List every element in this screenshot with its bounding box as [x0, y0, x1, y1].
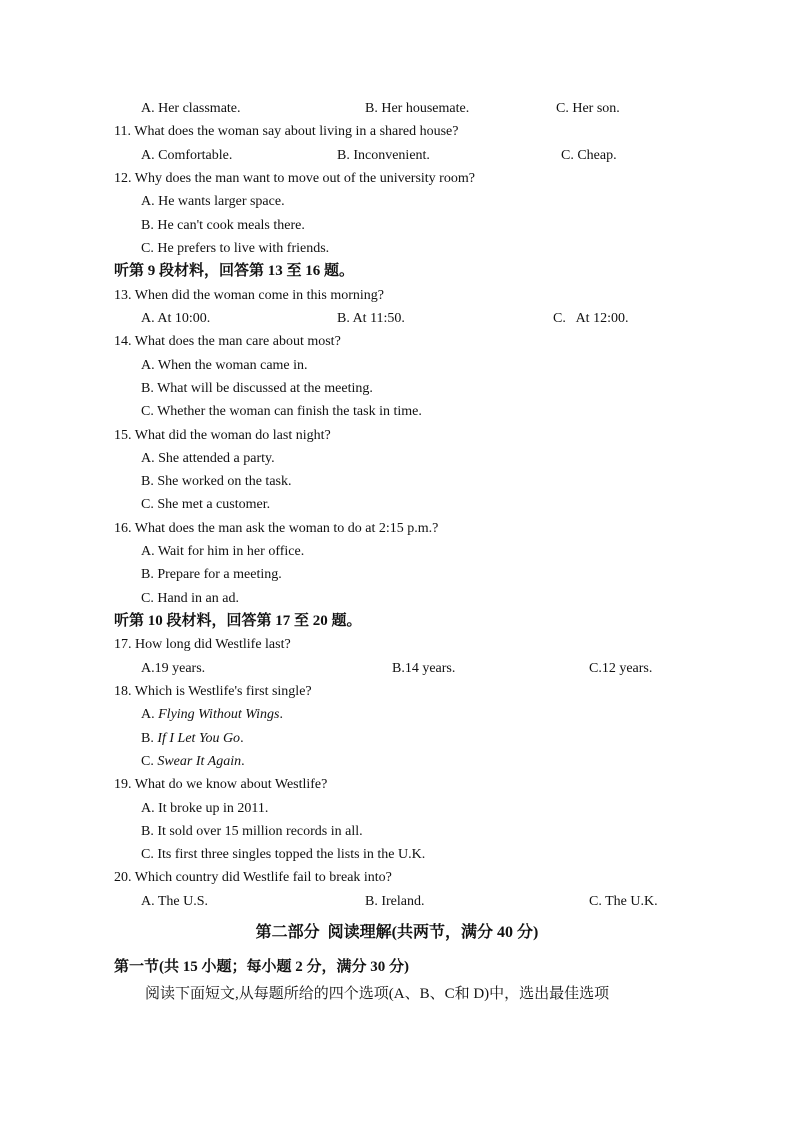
q20-stem: 20. Which country did Westlife fail to break into? — [114, 870, 392, 885]
q18-option-c-suffix: . — [241, 754, 245, 769]
q13-option-b: B. At 11:50. — [337, 311, 405, 326]
q18-option-a-suffix: . — [279, 707, 283, 722]
q16-option-c: C. Hand in an ad. — [141, 591, 239, 606]
q18-option-a — [141, 706, 283, 724]
q16-stem: 16. What does the man ask the woman to do at 2:15 p.m.? — [114, 521, 439, 536]
q18-stem: 18. Which is Westlife's first single? — [114, 684, 312, 699]
q12-stem: 12. Why does the man want to move out of the university room? — [114, 171, 475, 186]
q18-option-c-prefix: C. — [141, 754, 158, 769]
q17-option-b: B.14 years. — [392, 661, 456, 676]
q14-stem: 14. What does the man care about most? — [114, 334, 341, 349]
q11-stem: 11. What does the woman say about living in a shared house? — [114, 124, 459, 139]
q13-option-c: C. At 12:00. — [553, 311, 629, 326]
q12-option-c: C. He prefers to live with friends. — [141, 241, 330, 256]
q10-option-b: B. Her housemate. — [365, 101, 470, 116]
q20-option-b: B. Ireland. — [365, 894, 425, 909]
q18-option-a-title: Flying Without Wings — [158, 707, 280, 722]
q16-option-b: B. Prepare for a meeting. — [141, 567, 282, 582]
q14-option-a: A. When the woman came in. — [141, 358, 308, 373]
q11-option-b: B. Inconvenient. — [337, 148, 430, 163]
q17-option-c: C.12 years. — [589, 661, 653, 676]
q18-option-b-title: If I Let You Go — [157, 731, 241, 746]
q15-stem: 15. What did the woman do last night? — [114, 428, 331, 443]
q14-option-b: B. What will be discussed at the meeting. — [141, 381, 373, 396]
q19-stem: 19. What do we know about Westlife? — [114, 777, 328, 792]
part-2-title: 第二部分 阅读理解(共两节，满分 40 分) — [255, 924, 539, 941]
q15-option-a: A. She attended a party. — [141, 451, 275, 466]
q20-option-c: C. The U.K. — [589, 894, 658, 909]
q13-stem: 13. When did the woman come in this morning? — [114, 288, 384, 303]
q17-option-a: A.19 years. — [141, 661, 206, 676]
section-9-heading: 听第 9 段材料，回答第 13 至 16 题。 — [114, 263, 355, 279]
q10-option-a: A. Her classmate. — [141, 101, 241, 116]
q11-option-a: A. Comfortable. — [141, 148, 233, 163]
q15-option-c: C. She met a customer. — [141, 497, 271, 512]
q19-option-a: A. It broke up in 2011. — [141, 801, 269, 816]
q11-option-c: C. Cheap. — [561, 148, 617, 163]
q16-option-a: A. Wait for him in her office. — [141, 544, 305, 559]
reading-instructions: 阅读下面短文,从每题所给的四个选项(A、B、C和 D)中，选出最佳选项 — [145, 986, 610, 1002]
q12-option-b: B. He can't cook meals there. — [141, 218, 305, 233]
q18-option-a-prefix: A. — [141, 707, 159, 722]
q20-option-a: A. The U.S. — [141, 894, 209, 909]
q18-option-c-title: Swear It Again — [157, 754, 242, 769]
q17-stem: 17. How long did Westlife last? — [114, 637, 291, 652]
q19-option-c: C. Its first three singles topped the lists in the U.K. — [141, 847, 426, 862]
q12-option-a: A. He wants larger space. — [141, 194, 285, 209]
q18-option-b — [141, 730, 244, 748]
section-1-title: 第一节(共 15 小题；每小题 2 分，满分 30 分) — [114, 959, 409, 975]
q10-option-c: C. Her son. — [556, 101, 620, 116]
q18-option-b-suffix: . — [240, 731, 244, 746]
section-10-heading: 听第 10 段材料，回答第 17 至 20 题。 — [114, 613, 362, 629]
q19-option-b: B. It sold over 15 million records in all. — [141, 824, 363, 839]
q18-option-b-prefix: B. — [141, 731, 158, 746]
q13-option-a: A. At 10:00. — [141, 311, 211, 326]
q15-option-b: B. She worked on the task. — [141, 474, 292, 489]
q18-option-c — [141, 753, 245, 771]
q14-option-c: C. Whether the woman can finish the task in time. — [141, 404, 422, 419]
